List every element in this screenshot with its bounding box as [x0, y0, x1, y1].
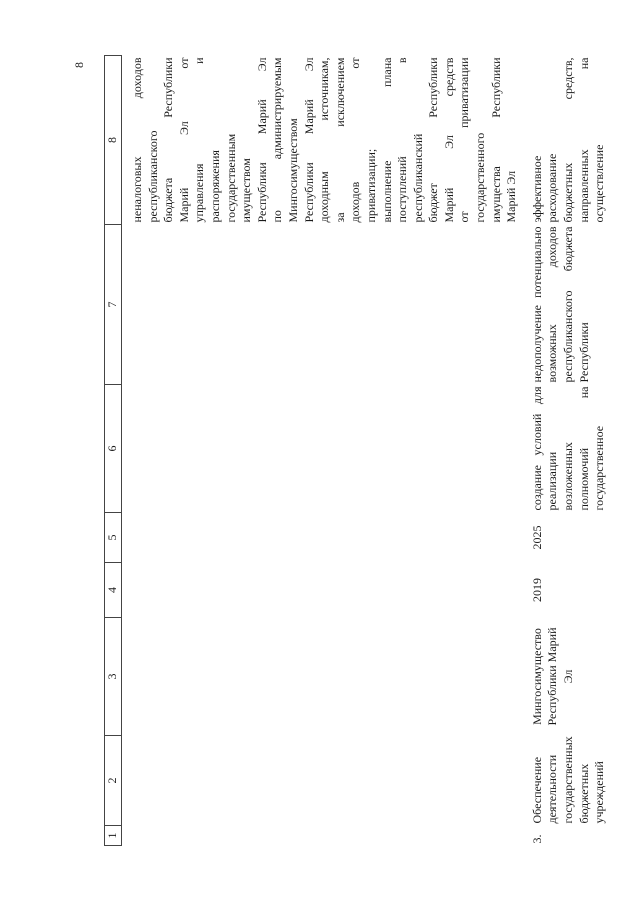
link-line: расходование [545, 153, 560, 223]
continuation-line: Республики Марий Эл [301, 57, 316, 223]
column-number-5: 5 [105, 513, 122, 563]
continuation-line: бюджет Республики [426, 57, 441, 223]
continuation-line: за исключением [332, 57, 347, 223]
item-start-year: 2019 [529, 578, 544, 602]
column-number-8: 8 [105, 56, 122, 225]
continuation-line: Марий Эл [504, 170, 519, 223]
link-line: осуществление [592, 144, 607, 223]
continuation-line: от приватизации [457, 57, 472, 223]
link-line: направленных на [576, 57, 591, 223]
item-name: Обеспечение деятельности государственных бюджетных учреждений [529, 736, 607, 824]
continuation-line: Республики Марий Эл [254, 57, 269, 223]
continuation-line: неналоговых доходов [130, 57, 144, 223]
continuation-line: поступлений в [395, 57, 410, 223]
continuation-line: республиканский [410, 133, 425, 223]
column-number-2: 2 [105, 736, 122, 826]
continuation-line: Марий Эл средств [441, 57, 456, 223]
link-line: эффективное [529, 155, 544, 223]
continuation-line: республиканского [145, 130, 160, 223]
continuation-line: бюджета Республики [161, 57, 176, 223]
item-expected-result: создание условий для реализации возложенных полномочий на государственное [529, 386, 607, 511]
continuation-line: по администрируемым [270, 57, 285, 223]
column-number-4: 4 [105, 563, 122, 618]
continued-link-cell [122, 56, 520, 225]
column-number-1: 1 [105, 826, 122, 846]
item-end-year: 2025 [529, 525, 544, 550]
continuation-line: приватизации; [363, 148, 378, 223]
item-executor: Мингосимущество Республики Марий Эл [529, 627, 576, 726]
column-number-header-row [105, 56, 122, 846]
link-line: бюджетных средств, [561, 57, 576, 223]
item-consequence: недополучение потенциально возможных доходов республиканского бюджета Республики [529, 226, 591, 383]
continuation-line: распоряжения [207, 150, 222, 223]
continuation-line: Марий Эл от [176, 57, 191, 223]
continuation-line: Мингосимуществом [285, 118, 300, 223]
continuation-line: государственного [473, 132, 488, 223]
table-row [520, 56, 608, 846]
continuation-line: государственным [223, 133, 238, 223]
continuation-line: имущества Республики [488, 57, 503, 223]
column-number-3: 3 [105, 618, 122, 736]
continuation-line: управления и [192, 57, 207, 223]
continuation-row [122, 56, 520, 846]
page-number: 8 [72, 62, 86, 68]
item-number: 3. [529, 834, 544, 844]
program-activities-table [104, 55, 608, 846]
column-number-7: 7 [105, 225, 122, 385]
column-number-6: 6 [105, 385, 122, 513]
continuation-line: доходным источникам, [317, 57, 332, 223]
program-activities-table-rotated [104, 56, 607, 846]
continuation-line: имуществом [239, 158, 254, 223]
item-link-cell [520, 56, 608, 225]
continuation-line: доходов от [348, 57, 363, 223]
continuation-line: выполнение плана [379, 57, 394, 223]
